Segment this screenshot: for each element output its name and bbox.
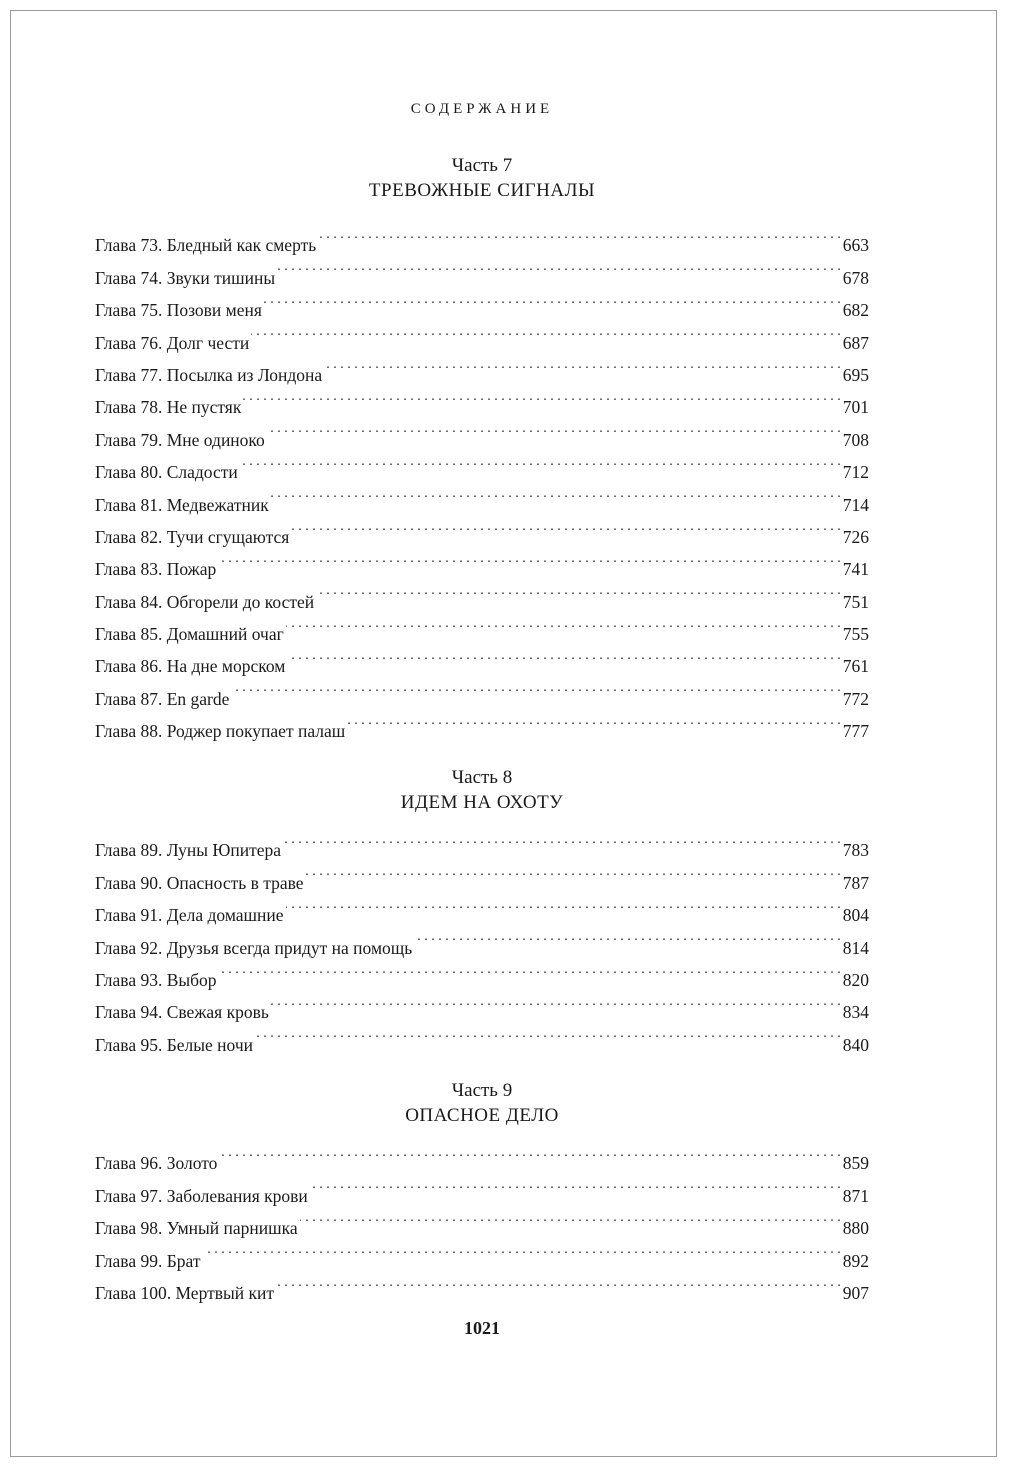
dot-leader [414,921,841,953]
chapter-page-number: 787 [842,872,869,893]
dot-leader [283,824,841,856]
chapter-title: Глава 91. Дела домашние [95,905,284,926]
dot-leader [300,1202,841,1234]
chapter-page-number: 880 [842,1218,869,1239]
part-heading [95,766,869,816]
chapter-title: Глава 100. Мертвый кит [95,1282,275,1303]
chapter-title: Глава 96. Золото [95,1153,218,1174]
chapter-page-number: 726 [842,526,869,547]
part-label: Часть 9 [451,1080,513,1101]
dot-leader [218,543,840,575]
part-title: ОПАСНОЕ ДЕЛО [405,1105,559,1126]
chapter-list [95,1137,869,1303]
chapter-page-number: 834 [842,1002,869,1023]
toc-header: СОДЕРЖАНИЕ [410,101,554,117]
chapter-page-number: 708 [842,429,869,450]
dot-leader [286,608,841,640]
toc-entry [95,824,869,861]
chapter-title: Глава 78. Не пустяк [95,397,242,418]
toc-entry [95,1137,869,1174]
dot-leader [347,705,841,737]
dot-leader [286,889,841,921]
chapter-title: Глава 74. Звуки тишины [95,267,276,288]
chapter-title: Глава 83. Пожар [95,559,217,580]
chapter-title: Глава 87. En garde [95,688,230,709]
chapter-title: Глава 90. Опасность в траве [95,872,304,893]
chapter-title: Глава 92. Друзья всегда придут на помощь [95,937,413,958]
chapter-page-number: 751 [842,591,869,612]
chapter-title: Глава 94. Свежая кровь [95,1002,269,1023]
chapter-page-number: 701 [842,397,869,418]
chapter-title: Глава 81. Медвежатник [95,494,269,515]
dot-leader [291,511,840,543]
chapter-page-number: 687 [842,332,869,353]
chapter-title: Глава 98. Умный парнишка [95,1218,298,1239]
dot-leader [267,413,841,445]
dot-leader [240,446,841,478]
chapter-list [95,824,869,1055]
chapter-title: Глава 82. Тучи сгущаются [95,526,290,547]
chapter-list [95,219,869,742]
part-heading [95,1079,869,1129]
chapter-title: Глава 88. Роджер покупает палаш [95,721,346,742]
part-label: Часть 8 [451,767,513,788]
dot-leader [276,1267,841,1299]
dot-leader [277,251,841,283]
chapter-page-number: 772 [842,688,869,709]
part-heading [95,154,869,204]
dot-leader [271,986,841,1018]
chapter-page-number: 804 [842,905,869,926]
chapter-title: Глава 73. Бледный как смерть [95,235,317,256]
chapter-page-number: 783 [842,840,869,861]
toc-entry [95,1234,869,1271]
chapter-page-number: 907 [842,1282,869,1303]
chapter-page-number: 814 [842,937,869,958]
chapter-page-number: 777 [842,721,869,742]
part-title: ТРЕВОЖНЫЕ СИГНАЛЫ [368,180,596,201]
dot-leader [219,1137,840,1169]
chapter-title: Глава 77. Посылка из Лондона [95,364,323,385]
chapter-page-number: 682 [842,300,869,321]
chapter-title: Глава 97. Заболевания крови [95,1185,308,1206]
chapter-page-number: 820 [842,969,869,990]
dot-leader [219,954,841,986]
dot-leader [310,1169,841,1201]
chapter-page-number: 678 [842,267,869,288]
chapter-page-number: 741 [842,559,869,580]
chapter-title: Глава 95. Белые ночи [95,1034,254,1055]
dot-leader [324,349,841,381]
toc-entry [95,1267,869,1303]
dot-leader [264,284,841,316]
dot-leader [306,856,841,888]
chapter-page-number: 859 [842,1153,869,1174]
chapter-title: Глава 89. Луны Юпитера [95,840,282,861]
dot-leader [251,316,840,348]
chapter-page-number: 871 [842,1185,869,1206]
toc-entry [95,219,869,256]
chapter-title: Глава 84. Обгорели до костей [95,591,315,612]
chapter-page-number: 892 [842,1250,869,1271]
chapter-page-number: 663 [842,235,869,256]
chapter-page-number: 761 [842,656,869,677]
dot-leader [231,672,840,704]
chapter-title: Глава 93. Выбор [95,969,217,990]
part-label: Часть 7 [451,155,513,176]
dot-leader [255,1018,841,1050]
chapter-title: Глава 99. Брат [95,1250,201,1271]
dot-leader [271,478,841,510]
dot-leader [287,640,840,672]
dot-leader [203,1234,841,1266]
dot-leader [243,381,840,413]
part-title: ИДЕМ НА ОХОТУ [400,792,564,813]
dot-leader [316,575,841,607]
dot-leader [318,219,841,251]
chapter-title: Глава 76. Долг чести [95,332,250,353]
chapter-title: Глава 86. На дне морском [95,656,286,677]
chapter-title: Глава 79. Мне одиноко [95,429,265,450]
chapter-page-number: 712 [842,462,869,483]
chapter-page-number: 695 [842,364,869,385]
chapter-title: Глава 80. Сладости [95,462,238,483]
chapter-page-number: 714 [842,494,869,515]
chapter-page-number: 840 [842,1034,869,1055]
chapter-title: Глава 75. Позови меня [95,300,262,321]
page-number: 1021 [464,1318,500,1338]
chapter-page-number: 755 [842,624,869,645]
chapter-title: Глава 85. Домашний очаг [95,624,284,645]
